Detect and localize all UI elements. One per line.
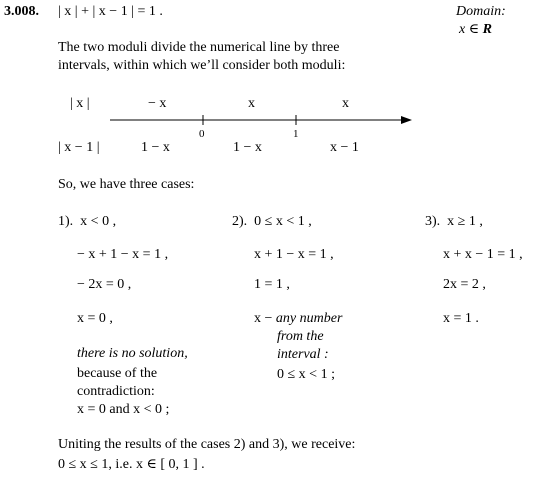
- case3-line-2: 2x = 2 ,: [443, 277, 486, 292]
- label-abs-x: | x |: [70, 96, 90, 111]
- conclusion-line-1: Uniting the results of the cases 2) and 3), we receive:: [58, 437, 356, 452]
- problem-number: 3.008.: [4, 4, 39, 19]
- case3-line-3: x = 1 .: [443, 311, 479, 326]
- case1-condition: x < 0 ,: [80, 214, 117, 229]
- tick-label-zero: 0: [199, 128, 205, 140]
- domain-label: Domain:: [456, 4, 506, 19]
- three-cases-text: So, we have three cases:: [58, 177, 195, 192]
- domain-x: x ∈: [459, 22, 480, 37]
- abs-x1-interval-1: 1 − x: [141, 140, 170, 155]
- case1-because-2: contradiction:: [77, 384, 155, 399]
- case2-condition: 0 ≤ x < 1 ,: [254, 214, 312, 229]
- case2-number: 2).: [232, 214, 248, 229]
- case1-line-3: x = 0 ,: [77, 311, 113, 326]
- case2-header: [232, 214, 312, 230]
- problem-equation: | x | + | x − 1 | = 1 .: [58, 4, 163, 19]
- abs-x1-interval-2: 1 − x: [233, 140, 262, 155]
- case2-interval: 0 ≤ x < 1 ;: [277, 367, 335, 382]
- case2-line-1: x + 1 − x = 1 ,: [254, 247, 334, 262]
- conclusion-line-2: 0 ≤ x ≤ 1, i.e. x ∈ [ 0, 1 ] .: [58, 457, 205, 472]
- case1-because-3: x = 0 and x < 0 ;: [77, 402, 170, 417]
- domain-set: R: [482, 22, 492, 37]
- abs-x-interval-2: x: [248, 96, 255, 111]
- abs-x1-interval-3: x − 1: [330, 140, 359, 155]
- case3-number: 3).: [425, 214, 441, 229]
- case3-header: [425, 214, 483, 230]
- label-abs-x-minus-1: | x − 1 |: [58, 140, 100, 155]
- case2-any-number: any number: [275, 311, 343, 326]
- intro-line-1: The two moduli divide the numerical line by three: [58, 40, 340, 55]
- case3-condition: x ≥ 1 ,: [447, 214, 483, 229]
- case1-line-1: − x + 1 − x = 1 ,: [77, 247, 169, 262]
- tick-label-one: 1: [293, 128, 299, 140]
- case1-number: 1).: [58, 214, 74, 229]
- number-line-arrow: [401, 116, 412, 124]
- intro-line-2: intervals, within which we’ll consider both moduli:: [58, 58, 346, 73]
- case2-from-the: from the: [277, 329, 324, 344]
- case2-any-line: [254, 311, 342, 327]
- abs-x-interval-1: − x: [148, 96, 167, 111]
- abs-x-interval-3: x: [342, 96, 349, 111]
- case1-no-solution: there is no solution,: [77, 346, 188, 361]
- case2-interval-label: interval :: [277, 347, 329, 362]
- case2-line-2: 1 = 1 ,: [254, 277, 290, 292]
- case1-line-2: − 2x = 0 ,: [77, 277, 132, 292]
- case3-line-1: x + x − 1 = 1 ,: [443, 247, 523, 262]
- case2-any-x: x −: [254, 311, 273, 326]
- case1-header: [58, 214, 116, 230]
- case1-because-1: because of the: [77, 366, 158, 381]
